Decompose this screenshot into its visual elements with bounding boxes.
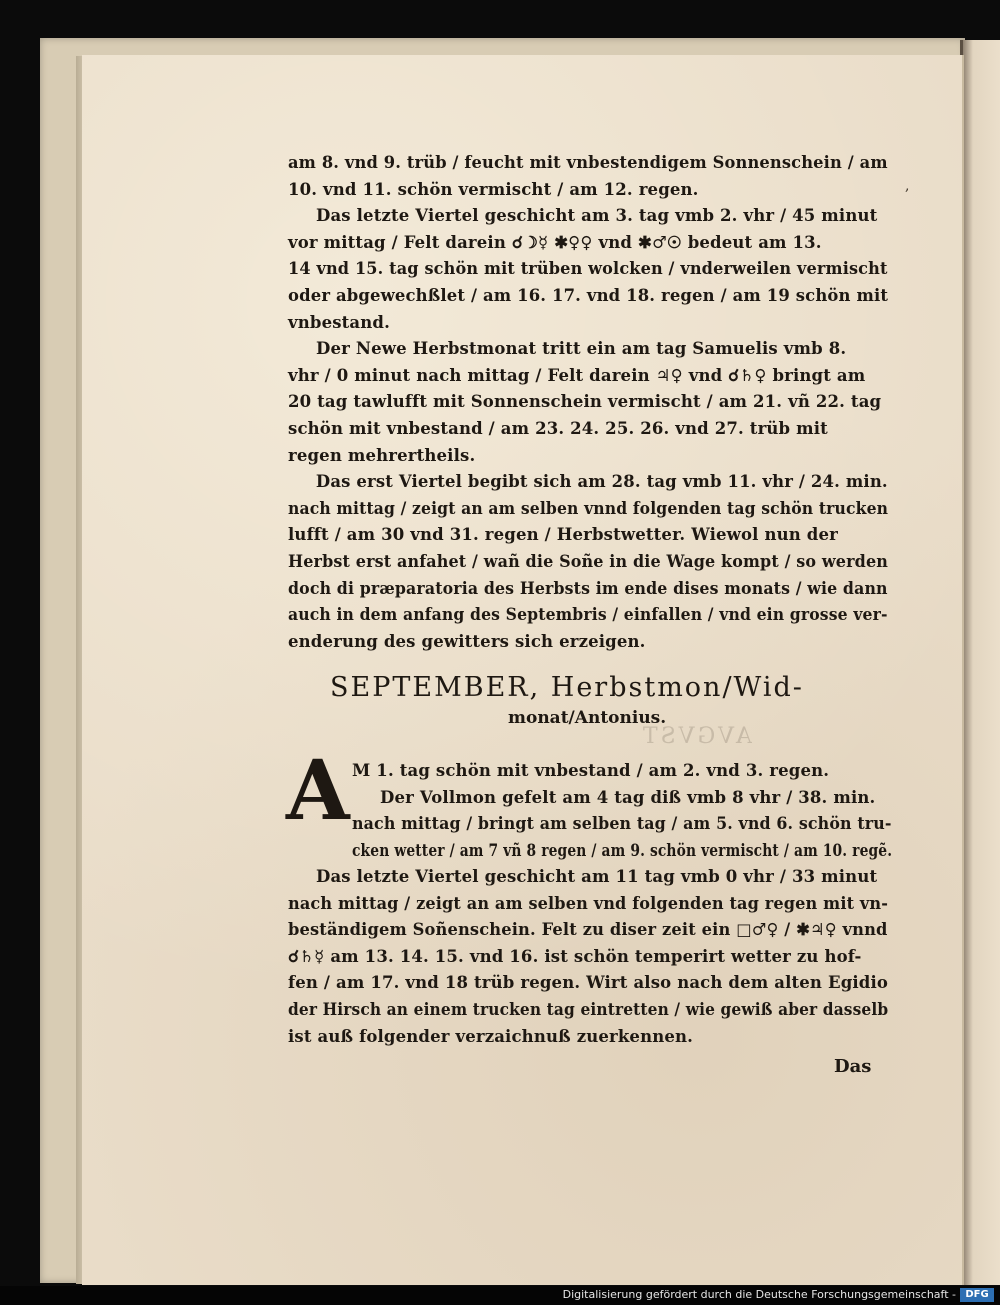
september-text-block <box>288 864 888 1050</box>
august-text-block <box>288 150 888 655</box>
text-line: nach mittag / zeigt an am selben vnd folgenden tag regen mit vn- <box>288 893 889 913</box>
text-line: vor mittag / Felt darein ☌☽☿ ✱♀♀ vnd ✱♂☉ bedeut am 13. <box>288 232 822 252</box>
text-line: nach mittag / bringt am selben tag / am 5. vnd 6. schön tru- <box>352 814 892 834</box>
text-line: beständigem Soñenschein. Felt zu diser zeit ein □♂♀ / ✱♃♀ vnnd <box>288 920 888 940</box>
text-line: M 1. tag schön mit vnbestand / am 2. vnd 3. regen. <box>352 761 830 780</box>
catchword: Das <box>834 1056 872 1077</box>
text-line: Der Vollmon gefelt am 4 tag diß vmb 8 vhr / 38. min. <box>380 787 876 807</box>
text-line: Das letzte Viertel geschicht am 11 tag vmb 0 vhr / 33 minut <box>316 867 878 886</box>
text-line: vhr / 0 minut nach mittag / Felt darein ♃♀ vnd ☌♄♀ bringt am <box>288 365 866 385</box>
september-heading: SEPTEMBER, Herbstmon/Wid- <box>330 672 804 703</box>
text-line: lufft / am 30 vnd 31. regen / Herbstwetter. Wiewol nun der <box>288 525 838 545</box>
text-line: Das erst Viertel begibt sich am 28. tag vmb 11. vhr / 24. min. <box>315 472 888 492</box>
text-line: am 8. vnd 9. trüb / feucht mit vnbestendigem Sonnenschein / am <box>288 153 888 172</box>
text-line: cken wetter / am 7 vñ 8 regen / am 9. schön vermischt / am 10. regẽ. <box>352 840 893 860</box>
decorated-initial: A <box>286 743 350 839</box>
text-line: oder abgewechßlet / am 16. 17. vnd 18. regen / am 19 schön mit <box>288 285 889 305</box>
text-line: der Hirsch an einem trucken tag eintretten / wie gewiß aber dasselb <box>288 999 889 1019</box>
text-line: regen mehrertheils. <box>288 445 476 465</box>
text-line: auch in dem anfang des Septembris / einfallen / vnd ein grosse ver- <box>288 605 888 625</box>
funding-credit: Digitalisierung gefördert durch die Deutsche Forschungsgemeinschaft - <box>562 1288 956 1301</box>
text-line: Das letzte Viertel geschicht am 3. tag vmb 2. vhr / 45 minut <box>316 206 878 226</box>
text-line: schön mit vnbestand / am 23. 24. 25. 26. vnd 27. trüb mit <box>288 418 828 438</box>
september-first-lines <box>352 758 892 864</box>
text-line: vnbestand. <box>288 312 390 332</box>
text-line: fen / am 17. vnd 18 trüb regen. Wirt also nach dem alten Egidio <box>288 973 889 993</box>
text-line: enderung des gewitters sich erzeigen. <box>288 631 646 651</box>
footer-bar <box>0 1286 1000 1305</box>
dfg-logo-icon: DFG <box>960 1288 994 1302</box>
text-line: doch di præparatoria des Herbsts im ende dises monats / wie dann <box>288 578 888 598</box>
margin-mark: , <box>905 178 910 194</box>
text-line: 20 tag tawlufft mit Sonnenschein vermischt / am 21. vñ 22. tag <box>288 392 882 412</box>
text-line: ist auß folgender verzaichnuß zuerkennen. <box>288 1026 694 1046</box>
text-line: Der Newe Herbstmonat tritt ein am tag Samuelis vmb 8. <box>316 339 847 359</box>
september-subheading: monat/Antonius. <box>508 708 667 728</box>
text-line: Herbst erst anfahet / wañ die Soñe in die Wage kompt / so werden <box>288 551 889 571</box>
text-line: 14 vnd 15. tag schön mit trüben wolcken / vnderweilen vermischt <box>288 259 888 279</box>
show-through-text: AVGVST <box>640 724 752 749</box>
text-line: 10. vnd 11. schön vermischt / am 12. regen. <box>288 179 699 199</box>
text-line: nach mittag / zeigt an am selben vnnd folgenden tag schön trucken <box>288 498 889 518</box>
adjacent-page <box>963 40 1000 1285</box>
text-line: ☌♄☿ am 13. 14. 15. vnd 16. ist schön temperirt wetter zu hof- <box>288 946 862 966</box>
